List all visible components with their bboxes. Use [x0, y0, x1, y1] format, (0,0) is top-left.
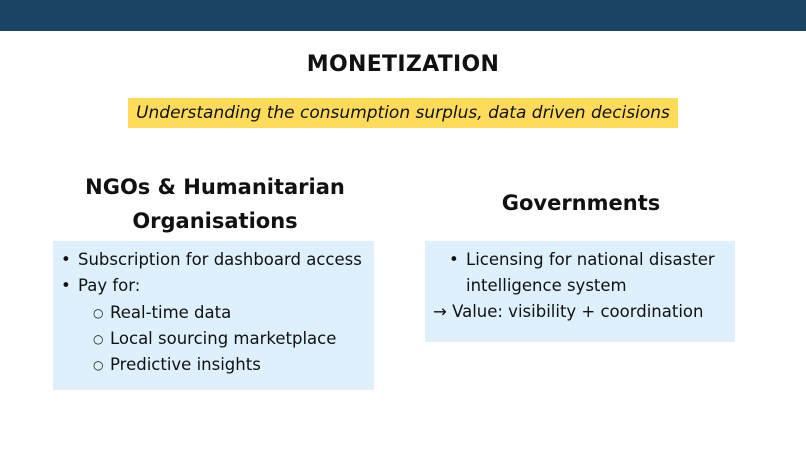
- governments-heading: Governments: [501, 191, 661, 215]
- ngo-heading: [50, 170, 380, 238]
- ngo-subitem-marketplace: Local sourcing marketplace: [110, 329, 337, 348]
- gov-item-line2: intelligence system: [466, 276, 627, 295]
- top-bar: [0, 0, 806, 31]
- gov-item-line1: Licensing for national disaster: [466, 250, 715, 269]
- ngo-item-subscription: Subscription for dashboard access: [78, 250, 362, 269]
- ngo-heading-line2: Organisations: [132, 209, 298, 233]
- ngo-subitem-predictive: Predictive insights: [110, 355, 261, 374]
- hollow-bullet-icon: ○: [93, 358, 104, 372]
- ngo-subitem-realtime: Real-time data: [110, 303, 232, 322]
- hollow-bullet-icon: ○: [93, 332, 104, 346]
- bullet-icon: •: [449, 250, 459, 269]
- ngo-item-pay-for: Pay for:: [78, 276, 141, 295]
- bullet-icon: •: [61, 276, 71, 295]
- ngo-box: [53, 241, 374, 390]
- governments-box: [425, 241, 735, 342]
- slide-title: MONETIZATION: [306, 52, 500, 77]
- subtitle-container: [0, 98, 806, 128]
- hollow-bullet-icon: ○: [93, 306, 104, 320]
- bullet-icon: •: [61, 250, 71, 269]
- slide-subtitle: Understanding the consumption surplus, data driven decisions: [128, 98, 678, 128]
- gov-value-line: → Value: visibility + coordination: [433, 302, 704, 321]
- ngo-heading-line1: NGOs & Humanitarian: [85, 175, 345, 199]
